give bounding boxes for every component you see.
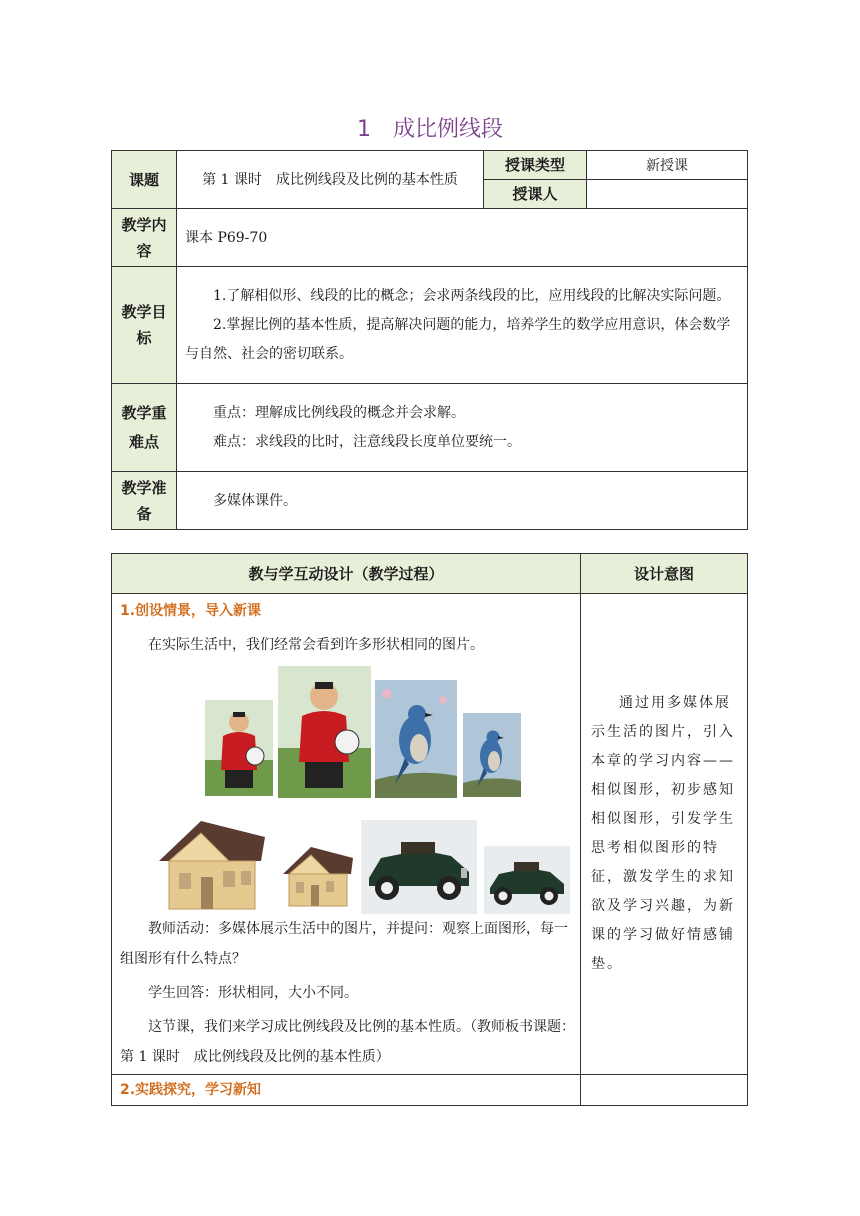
bird-large-icon [375,680,457,798]
goals-label: 教学目标 [112,267,177,384]
content-value: 课本 P69-70 [177,209,748,267]
boy-with-ball-small-icon [205,700,273,796]
design-intent: 通过用多媒体展示生活的图片，引入本章的学习内容——相似图形，初步感知相似图形，引发学生思考相似图形的特征，激发学生的求知欲及学习兴趣，为新课的学习做好情感铺垫。 [591,695,735,972]
lesson-type-value: 新授课 [587,151,748,180]
goal-2: 2.掌握比例的基本性质，提高解决问题的能力，培养学生的数学应用意识，体会数学与自然、社会的密切联系。 [185,316,731,362]
topic-value: 第 1 课时 成比例线段及比例的基本性质 [177,151,484,209]
key-point: 重点：理解成比例线段的概念并会求解。 [213,404,465,421]
section-1-title: 1.创设情景，导入新课 [120,603,262,619]
process-header: 教与学互动设计（教学过程） [112,554,581,594]
goal-1: 1.了解相似形、线段的比的概念；会求两条线段的比，应用线段的比解决实际问题。 [213,287,731,304]
teacher-value [587,180,748,209]
page-title: 1 成比例线段 [357,117,503,142]
content-label: 教学内容 [112,209,177,267]
boy-with-ball-large-icon [278,666,371,798]
house-large-icon [155,815,269,913]
house-small-icon [280,843,356,909]
lesson-info-table [111,150,748,530]
lesson-intro: 这节课，我们来学习成比例线段及比例的基本性质。（教师板书课题： 第 1 课时 成比例线段及比例的基本性质） [120,1019,582,1065]
teacher-label: 授课人 [484,180,587,209]
prep-value: 多媒体课件。 [177,472,748,530]
vintage-car-small-icon [484,846,570,914]
lesson-type-label: 授课类型 [484,151,587,180]
student-answer: 学生回答：形状相同，大小不同。 [148,985,358,1001]
topic-label: 课题 [112,151,177,209]
teacher-activity: 教师活动：多媒体展示生活中的图片，并提问：观察上面图形，每一组图形有什么特点？ [120,921,568,967]
intent-header: 设计意图 [581,554,748,594]
difficult-point: 难点：求线段的比时，注意线段长度单位要统一。 [213,433,521,450]
bird-small-icon [463,713,521,797]
section-1-intro: 在实际生活中，我们经常会看到许多形状相同的图片。 [148,637,484,653]
section-2-title: 2.实践探究，学习新知 [112,1075,581,1106]
vintage-car-large-icon [361,820,477,914]
key-points-label: 教学重难点 [112,384,177,472]
prep-label: 教学准备 [112,472,177,530]
